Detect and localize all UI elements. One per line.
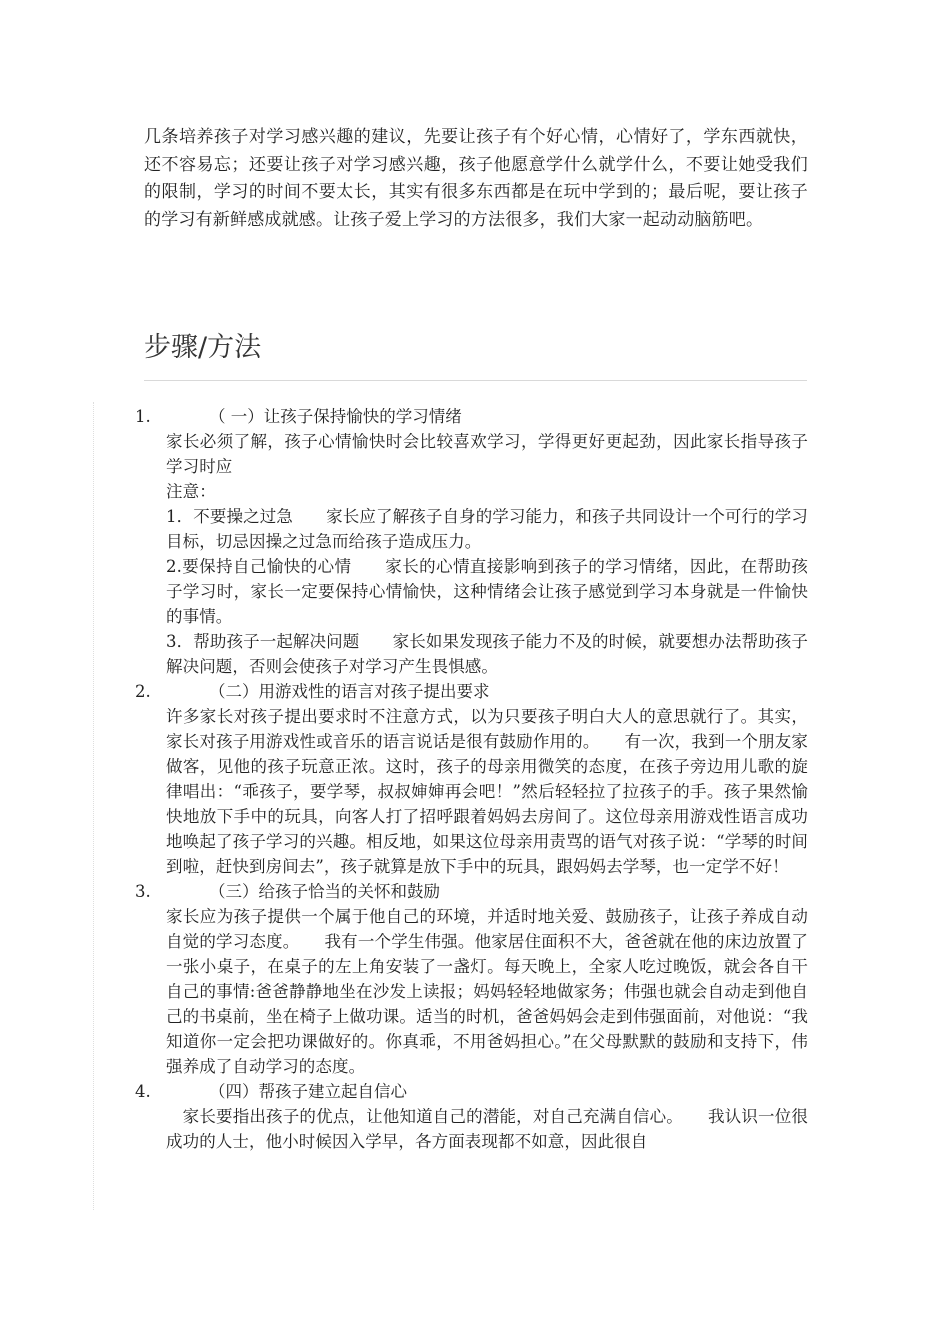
step-number: 2. xyxy=(135,682,151,701)
step-body xyxy=(166,704,808,879)
step-list-margin-rule xyxy=(93,402,94,1210)
step-item-4 xyxy=(135,1079,811,1154)
step-paragraph: 许多家长对孩子提出要求时不注意方式，以为只要孩子明白大人的意思就行了。其实，家长对孩子用游戏性或音乐的语言说话是很有鼓励作用的。 有一次，我到一个朋友家做客，见他的孩子玩意正浓。这时，孩子的母亲用微笑的态度，在孩子旁边用儿歌的旋律唱出：“乖孩子，要学琴，叔叔婶婶再会吧！”然后轻轻拉了拉孩子的手。孩子果然愉快地放下手中的玩具，向客人打了招呼跟着妈妈去房间了。这位母亲用游戏性语言成功地唤起了孩子学习的兴趣。相反地，如果这位母亲用责骂的语气对孩子说：“学琴的时间到啦，赶快到房间去”，孩子就算是放下手中的玩具，跟妈妈去学琴，也一定学不好！ xyxy=(166,707,808,876)
step-number: 3. xyxy=(135,882,151,901)
step-body xyxy=(166,1104,808,1154)
step-header xyxy=(135,404,811,429)
step-header xyxy=(135,1079,811,1104)
step-item-1 xyxy=(135,404,811,679)
step-paragraph: 注意： xyxy=(166,482,216,501)
step-body xyxy=(166,429,808,679)
step-header xyxy=(135,879,811,904)
step-paragraph: 3．帮助孩子一起解决问题 家长如果发现孩子能力不及的时候，就要想办法帮助孩子解决问题，否则会使孩子对学习产生畏惧感。 xyxy=(166,632,808,676)
step-title: （二）用游戏性的语言对孩子提出要求 xyxy=(209,682,490,701)
step-header xyxy=(135,679,811,704)
step-paragraph: 1．不要操之过急 家长应了解孩子自身的学习能力，和孩子共同设计一个可行的学习目标，切忌因操之过急而给孩子造成压力。 xyxy=(166,507,808,551)
title-divider xyxy=(144,380,807,381)
step-number: 4. xyxy=(135,1082,151,1101)
step-title: （三）给孩子恰当的关怀和鼓励 xyxy=(209,882,440,901)
step-title: （四）帮孩子建立起自信心 xyxy=(209,1082,407,1101)
step-title: （ 一）让孩子保持愉快的学习情绪 xyxy=(209,407,462,426)
step-list xyxy=(135,404,811,1154)
step-paragraph: 家长必须了解，孩子心情愉快时会比较喜欢学习，学得更好更起劲，因此家长指导孩子学习时应 xyxy=(166,432,808,476)
step-paragraph: 家长要指出孩子的优点，让他知道自己的潜能，对自己充满自信心。 我认识一位很成功的人士，他小时候因入学早，各方面表现都不如意，因此很自 xyxy=(166,1107,808,1151)
step-paragraph: 2.要保持自己愉快的心情 家长的心情直接影响到孩子的学习情绪，因此，在帮助孩子学习时，家长一定要保持心情愉快，这种情绪会让孩子感觉到学习本身就是一件愉快的事情。 xyxy=(166,557,808,626)
section-title: 步骤/方法 xyxy=(144,332,262,363)
step-item-3 xyxy=(135,879,811,1079)
step-number: 1. xyxy=(135,407,151,426)
step-item-2 xyxy=(135,679,811,879)
intro-paragraph: 几条培养孩子对学习感兴趣的建议，先要让孩子有个好心情，心情好了，学东西就快，还不容易忘；还要让孩子对学习感兴趣，孩子他愿意学什么就学什么，不要让她受我们的限制，学习的时间不要太长，其实有很多东西都是在玩中学到的；最后呢，要让孩子的学习有新鲜感成就感。让孩子爱上学习的方法很多，我们大家一起动动脑筋吧。 xyxy=(144,127,808,230)
step-paragraph: 家长应为孩子提供一个属于他自己的环境，并适时地关爱、鼓励孩子，让孩子养成自动自觉的学习态度。 我有一个学生伟强。他家居住面积不大，爸爸就在他的床边放置了一张小桌子，在桌子的左上角安装了一盏灯。每天晚上，全家人吃过晚饭，就会各自干自己的事情:爸爸静静地坐在沙发上读报；妈妈轻轻地做家务；伟强也就会自动走到他自己的书桌前，坐在椅子上做功课。适当的时机，爸爸妈妈会走到伟强面前，对他说：“我知道你一定会把功课做好的。你真乖，不用爸妈担心。”在父母默默的鼓励和支持下，伟强养成了自动学习的态度。 xyxy=(166,907,808,1076)
step-body xyxy=(166,904,808,1079)
